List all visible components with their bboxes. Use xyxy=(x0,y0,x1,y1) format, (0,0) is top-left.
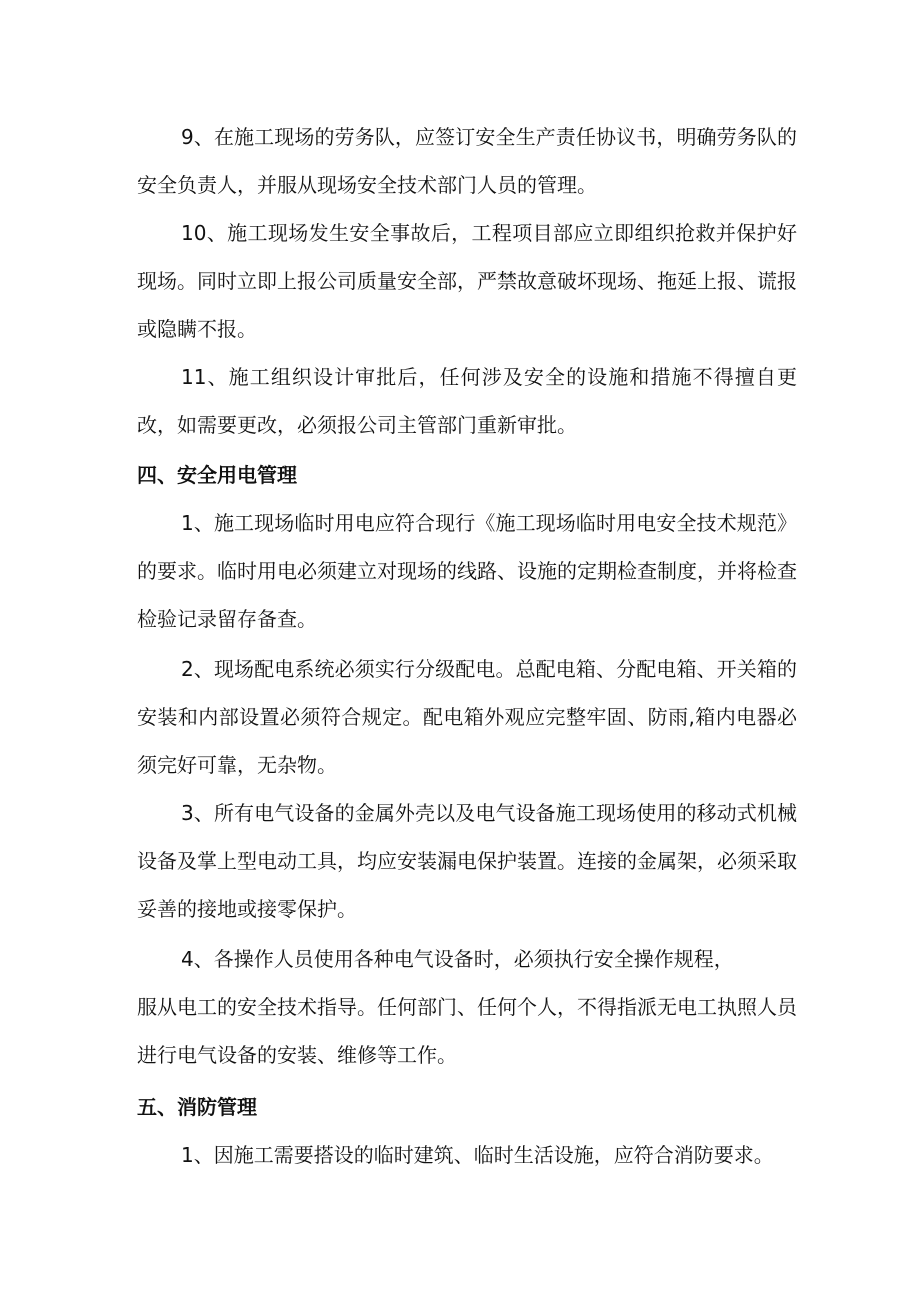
paragraph-electricity-3 xyxy=(137,789,797,933)
paragraph-text: 9、在施工现场的劳务队，应签订安全生产责任协议书，明确劳务队的安全负责人，并服从现场安全技术部门人员的管理。 xyxy=(137,125,797,197)
paragraph-electricity-4 xyxy=(137,935,797,983)
paragraph-item-10 xyxy=(137,209,797,353)
paragraph-text: 服从电工的安全技术指导。任何部门、任何个人，不得指派无电工执照人员进行电气设备的安装、维修等工作。 xyxy=(137,995,797,1067)
section-heading-fire xyxy=(137,1083,797,1131)
paragraph-text: 1、施工现场临时用电应符合现行《施工现场临时用电安全技术规范》的要求。临时用电必须建立对现场的线路、设施的定期检查制度，并将检查检验记录留存备查。 xyxy=(137,511,797,631)
paragraph-item-11 xyxy=(137,353,797,449)
paragraph-electricity-2 xyxy=(137,645,797,789)
paragraph-item-9 xyxy=(137,113,797,209)
paragraph-text: 2、现场配电系统必须实行分级配电。总配电箱、分配电箱、开关箱的安装和内部设置必须符合规定。配电箱外观应完整牢固、防雨,箱内电器必须完好可靠，无杂物。 xyxy=(137,657,797,777)
paragraph-electricity-4-continued xyxy=(137,983,797,1079)
paragraph-text: 3、所有电气设备的金属外壳以及电气设备施工现场使用的移动式机械设备及掌上型电动工具，均应安装漏电保护装置。连接的金属架，必须采取妥善的接地或接零保护。 xyxy=(137,801,797,921)
paragraph-text: 1、因施工需要搭设的临时建筑、临时生活设施，应符合消防要求。 xyxy=(181,1143,774,1167)
section-heading-electricity xyxy=(137,451,797,499)
paragraph-text: 4、各操作人员使用各种电气设备时，必须执行安全操作规程， xyxy=(181,947,734,971)
section-heading: 五、消防管理 xyxy=(137,1095,257,1119)
paragraph-electricity-1 xyxy=(137,499,797,643)
paragraph-fire-1 xyxy=(137,1131,797,1179)
paragraph-text: 10、施工现场发生安全事故后，工程项目部应立即组织抢救并保护好现场。同时立即上报公司质量安全部，严禁故意破坏现场、拖延上报、谎报或隐瞒不报。 xyxy=(137,221,797,341)
paragraph-text: 11、施工组织设计审批后，任何涉及安全的设施和措施不得擅自更改，如需要更改，必须报公司主管部门重新审批。 xyxy=(137,365,797,437)
section-heading: 四、安全用电管理 xyxy=(137,463,297,487)
